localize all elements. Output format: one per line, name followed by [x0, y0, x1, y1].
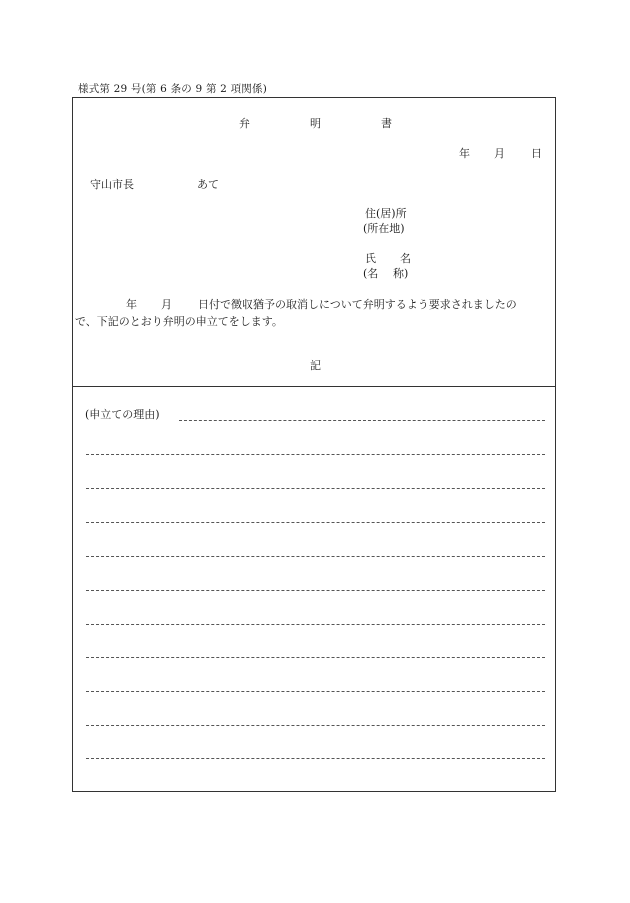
reason-line-8[interactable]: [86, 657, 545, 658]
address-label: 住(居)所: [365, 207, 407, 220]
reason-line-4[interactable]: [86, 522, 545, 523]
org-label-1: (名: [363, 267, 379, 280]
reason-line-7[interactable]: [86, 624, 545, 625]
location-label: (所在地): [363, 222, 405, 235]
name-label-1: 氏: [365, 252, 376, 265]
section-divider: [73, 386, 555, 387]
reason-line-10[interactable]: [86, 725, 545, 726]
addressee-name: 守山市長: [90, 178, 134, 191]
date-day: 日: [531, 147, 542, 160]
body-line1: 日付で徴収猶予の取消しについて弁明するよう要求されましたの: [198, 298, 517, 311]
addressee-suffix: あて: [197, 178, 219, 191]
ki-label: 記: [310, 359, 321, 372]
reason-line-6[interactable]: [86, 590, 545, 591]
name-label-2: 名: [400, 252, 411, 265]
reason-label: (申立ての理由): [85, 408, 160, 421]
date-month: 月: [494, 147, 505, 160]
reason-line-9[interactable]: [86, 691, 545, 692]
body-year: 年: [126, 298, 137, 311]
title-char-ben: 弁: [239, 117, 250, 130]
reason-line-2[interactable]: [86, 454, 545, 455]
title-char-mei: 明: [310, 117, 321, 130]
reason-line-5[interactable]: [86, 556, 545, 557]
reason-line-11[interactable]: [86, 758, 545, 759]
reason-line-3[interactable]: [86, 488, 545, 489]
date-year: 年: [459, 147, 470, 160]
org-label-2: 称): [393, 267, 409, 280]
form-number: 様式第 29 号(第 6 条の 9 第 2 項関係): [78, 83, 267, 95]
document-frame: [72, 97, 556, 792]
body-month: 月: [161, 298, 172, 311]
title-char-sho: 書: [381, 117, 392, 130]
reason-line-1[interactable]: [179, 420, 545, 421]
body-line2: で、下記のとおり弁明の申立てをします。: [75, 315, 283, 328]
